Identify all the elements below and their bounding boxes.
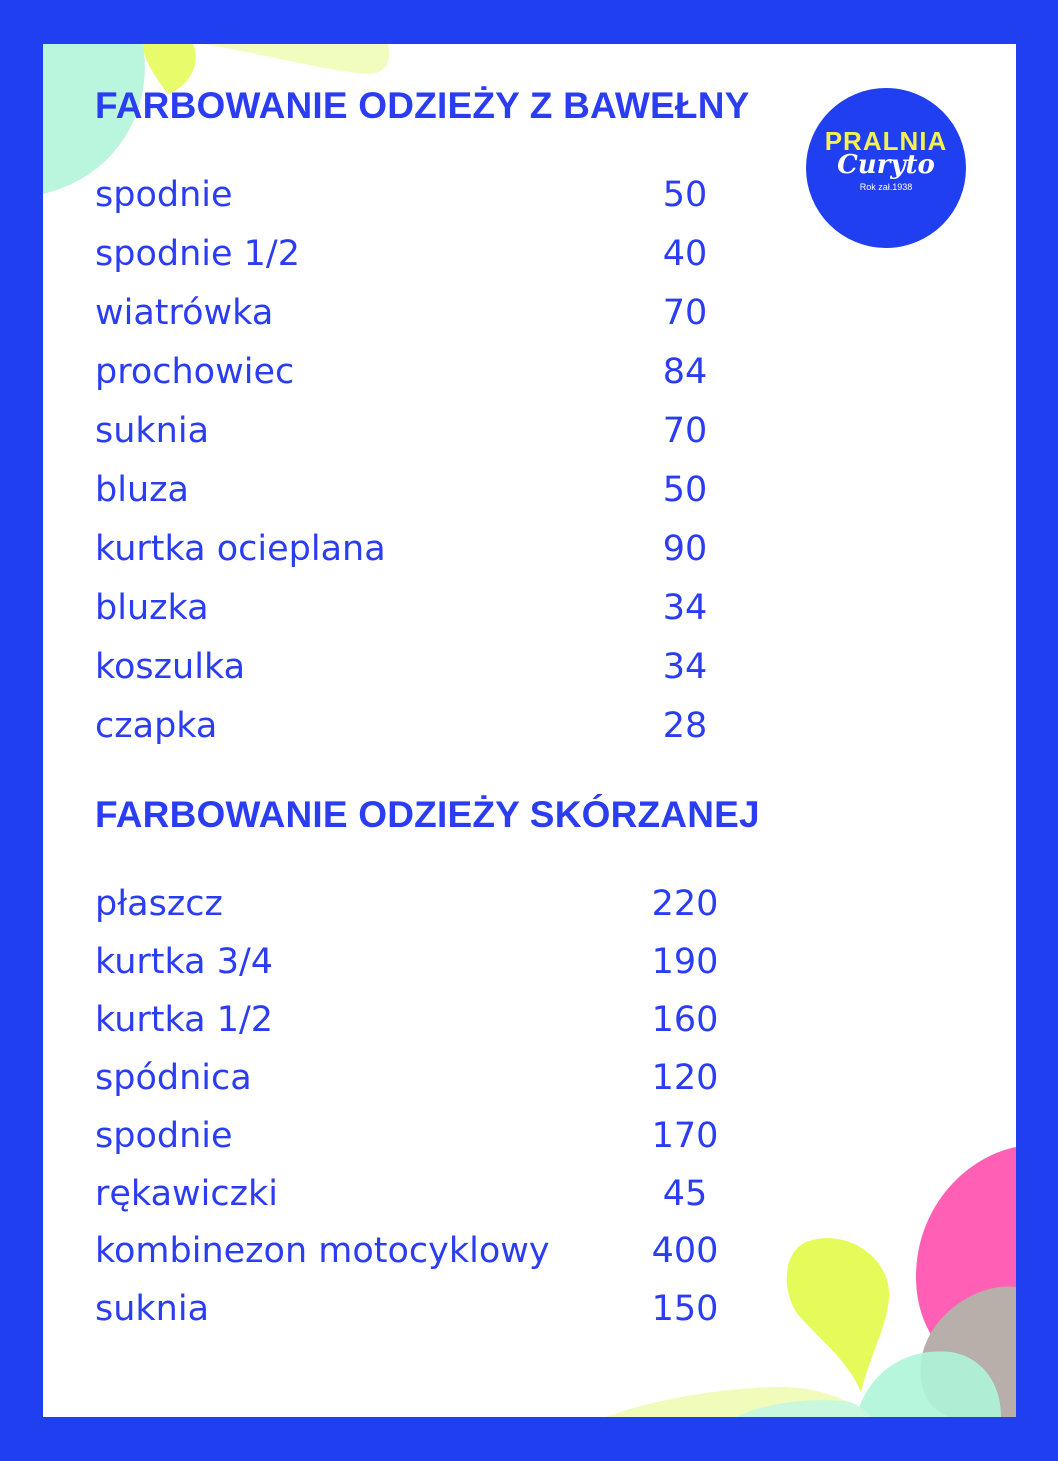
list-item: [95, 1231, 735, 1281]
lime-wisp-top: [203, 44, 389, 74]
logo-word: PRALNIA: [824, 126, 948, 156]
item-price: 170: [651, 1116, 719, 1156]
list-item: [95, 942, 735, 992]
list-item: [95, 1289, 735, 1339]
item-name: koszulka: [95, 647, 246, 687]
item-name: spodnie 1/2: [95, 234, 300, 274]
item-price: 84: [662, 352, 708, 392]
item-name: kurtka 1/2: [95, 1000, 274, 1040]
list-item: [95, 1116, 735, 1166]
list-item: [95, 1174, 735, 1224]
item-name: kurtka 3/4: [95, 942, 274, 982]
item-name: czapka: [95, 706, 218, 746]
item-price: 45: [662, 1174, 708, 1214]
logo-script: Curyto: [837, 150, 935, 180]
list-item: [95, 234, 735, 284]
item-price: 50: [662, 470, 708, 510]
item-price: 190: [651, 942, 719, 982]
item-price: 34: [662, 647, 708, 687]
item-name: spodnie: [95, 175, 233, 215]
list-item: [95, 293, 735, 343]
item-price: 28: [662, 706, 708, 746]
list-item: [95, 529, 735, 579]
list-item: [95, 647, 735, 697]
item-name: bluzka: [95, 588, 209, 628]
item-name: suknia: [95, 411, 210, 451]
item-name: wiatrówka: [95, 293, 274, 333]
list-item: [95, 1000, 735, 1050]
pralnia-logo: [806, 88, 966, 248]
list-item: [95, 411, 735, 461]
item-price: 90: [662, 529, 708, 569]
item-price: 400: [651, 1231, 719, 1271]
item-price: 50: [662, 175, 708, 215]
item-name: spodnie: [95, 1116, 233, 1156]
item-price: 70: [662, 293, 708, 333]
item-name: bluza: [95, 470, 189, 510]
lime-drop: [787, 1238, 889, 1392]
list-item: [95, 175, 735, 225]
item-price: 150: [651, 1289, 719, 1329]
section-title-leather: FARBOWANIE ODZIEŻY SKÓRZANEJ: [95, 794, 760, 835]
item-name: suknia: [95, 1289, 210, 1329]
item-name: prochowiec: [95, 352, 295, 392]
item-price: 160: [651, 1000, 719, 1040]
section-title-cotton: FARBOWANIE ODZIEŻY Z BAWEŁNY: [95, 85, 750, 126]
list-item: [95, 470, 735, 520]
item-price: 40: [662, 234, 708, 274]
list-item: [95, 706, 735, 756]
item-name: rękawiczki: [95, 1174, 278, 1214]
price-list-sheet: [43, 44, 1016, 1417]
item-name: kurtka ocieplana: [95, 529, 386, 569]
list-item: [95, 352, 735, 402]
item-name: płaszcz: [95, 884, 223, 924]
list-item: [95, 1058, 735, 1108]
item-name: kombinezon motocyklowy: [95, 1231, 550, 1271]
list-item: [95, 884, 735, 934]
item-name: spódnica: [95, 1058, 252, 1098]
item-price: 34: [662, 588, 708, 628]
list-item: [95, 588, 735, 638]
item-price: 220: [651, 884, 719, 924]
logo-established: Rok zał.1938: [859, 182, 913, 192]
item-price: 120: [651, 1058, 719, 1098]
item-price: 70: [662, 411, 708, 451]
